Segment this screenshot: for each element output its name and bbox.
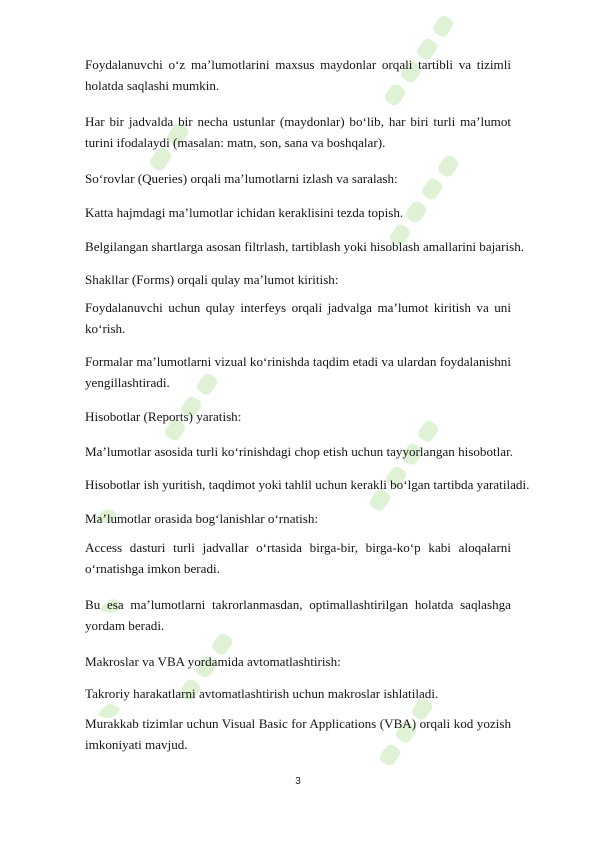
paragraph-1: Foydalanuvchi o‘z ma’lumotlarini maxsus maydonlar orqali tartibli va tizimli holatda saqlashi mumkin. [85,57,511,93]
paragraph-2: Har bir jadvalda bir necha ustunlar (maydonlar) bo‘lib, har biri turli ma’lumot turini ifodalaydi (masalan: matn, son, sana va boshqalar). [85,114,511,150]
paragraph-8: Hisobotlar ish yuritish, taqdimot yoki tahlil uchun kerakli bo‘lgan tartibda yaratiladi. [85,477,530,492]
paragraph-4: Belgilangan shartlarga asosan filtrlash, tartiblash yoki hisoblash amallarini bajarish. [85,239,525,254]
paragraph-5: Foydalanuvchi uchun qulay interfeys orqali jadvalga ma’lumot kiritish va uni ko‘rish. [85,300,511,336]
paragraph-10: Bu esa ma’lumotlarni takrorlanmasdan, optimallashtirilgan holatda saqlashga yordam beradi. [85,597,511,633]
section-heading-relationships: Ma’lumotlar orasida bog‘lanishlar o‘rnatish: [85,511,319,526]
paragraph-11: Takroriy harakatlarni avtomatlashtirish uchun makroslar ishlatiladi. [85,686,439,701]
section-heading-macros: Makroslar va VBA yordamida avtomatlashtirish: [85,654,341,669]
paragraph-7: Ma’lumotlar asosida turli ko‘rinishdagi chop etish uchun tayyorlangan hisobotlar. [85,444,514,459]
section-heading-queries: So‘rovlar (Queries) orqali ma’lumotlarni izlash va saralash: [85,171,398,186]
paragraph-3: Katta hajmdagi ma’lumotlar ichidan keraklisini tezda topish. [85,205,404,220]
paragraph-9: Access dasturi turli jadvallar o‘rtasida birga-bir, birga-ko‘p kabi aloqalarni o‘rnatishga imkon beradi. [85,540,511,576]
section-heading-forms: Shakllar (Forms) orqali qulay ma’lumot kiritish: [85,272,339,287]
paragraph-6: Formalar ma’lumotlarni vizual ko‘rinishda taqdim etadi va ulardan foydalanishni yengillashtiradi. [85,354,511,390]
page-number: 3 [295,776,301,787]
paragraph-12: Murakkab tizimlar uchun Visual Basic for Applications (VBA) orqali kod yozish imkoniyati mavjud. [85,716,511,752]
section-heading-reports: Hisobotlar (Reports) yaratish: [85,409,242,424]
